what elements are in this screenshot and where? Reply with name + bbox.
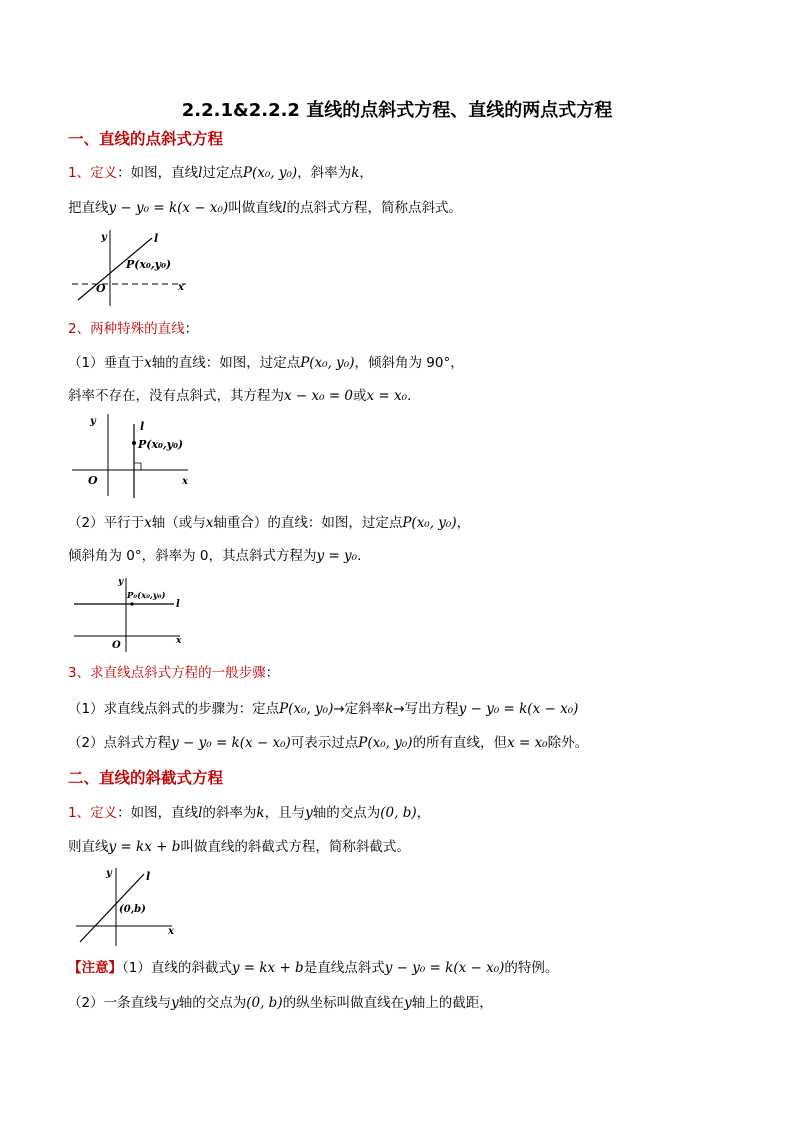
text: 叫做直线 [228,200,283,216]
math-equation: x − x₀ = 0 [284,388,354,404]
text: ： [184,321,199,337]
text: 斜率不存在，没有点斜式，其方程为 [68,388,284,404]
text: →定斜率 [333,701,386,717]
math-point: P(x₀, y₀) [402,515,457,531]
math-var: y [305,805,313,821]
text: 轴的直线：如图，过定点 [151,355,301,371]
origin-label: O [112,640,121,651]
axis-x-label: x [176,636,182,646]
text: 可表示过点 [290,735,359,751]
section-heading-2: 二、直线的斜截式方程 [68,769,224,787]
text: （2）平行于 [68,515,145,531]
math-point: P(x₀, y₀) [242,165,298,181]
text: 轴的交点为 [312,805,381,821]
math-equation: y − y₀ = k(x − x₀) [458,701,579,717]
math-point: (0, b) [246,995,283,1011]
math-var: k [351,165,360,181]
math-var: k [256,805,265,821]
line-label: l [146,870,151,883]
text: 叫做直线的斜截式方程，简称斜截式。 [180,839,410,855]
text: 的斜率为 [202,805,257,821]
math-point: P(x₀, y₀) [279,701,334,717]
steps-heading [68,662,279,684]
item-number: 1、 [68,165,91,181]
axis-x-label: x [182,476,188,487]
horizontal-line-text-2 [68,545,361,567]
item-number: 3、 [68,665,91,681]
note-line-1 [68,957,558,979]
vertical-line-text-2 [68,385,411,407]
slope-intercept-def-1 [68,802,430,824]
text: . [407,388,412,404]
axis-y-label: y [118,577,124,587]
note-line-2 [68,992,493,1014]
math-equation: x = x₀ [507,735,548,751]
text: 则直线 [68,839,109,855]
intercept-label: (0,b) [119,904,146,915]
text: 轴（或与 [151,515,206,531]
text: ，倾斜角为 90°， [354,355,464,371]
line-label: l [176,599,180,610]
math-point: P(x₀, y₀) [358,735,413,751]
definition-line-1 [68,162,373,184]
text: 把直线 [68,200,109,216]
text: ， [416,805,431,821]
item-label: 求直线点斜式方程的一般步骤 [90,665,266,681]
text: （2）点斜式方程 [68,735,172,751]
text: →写出方程 [393,701,459,717]
page-title: 2.2.1&2.2.2 直线的点斜式方程、直线的两点式方程 [181,100,613,121]
note-label: 【注意】 [68,960,122,976]
text: 的所有直线，但 [412,735,508,751]
item-label: 两种特殊的直线 [90,321,185,337]
text: . [357,548,362,564]
line-label: l [140,420,145,433]
text: ： [265,665,280,681]
math-equation: y = y₀ [316,548,358,564]
line-label: l [154,232,159,245]
horizontal-line-text-1 [68,512,470,534]
figure-horizontal-line [72,574,202,654]
text: 轴重合）的直线：如图，过定点 [213,515,403,531]
point-label: P(x₀,y₀) [138,438,184,451]
point-label: P₀(x₀,y₀) [127,591,166,601]
text: （1）垂直于 [68,355,145,371]
axis-y-label: y [90,416,96,427]
axis-y-label: y [101,232,107,243]
origin-label: O [96,282,106,295]
math-equation: y = kx + b [108,839,181,855]
text: 轴的交点为 [178,995,247,1011]
math-var: l [282,200,287,216]
axis-x-label: x [178,282,184,293]
text: 的点斜式方程，简称点斜式。 [286,200,463,216]
math-equation: x = x₀ [366,388,408,404]
math-equation: y − y₀ = k(x − x₀) [171,735,291,751]
math-equation: y − y₀ = k(x − x₀) [108,200,229,216]
definition-line-2 [68,197,462,219]
text: 倾斜角为 0°，斜率为 0，其点斜式方程为 [68,548,317,564]
math-var: k [385,701,394,717]
text: （1）求直线点斜式的步骤为：定点 [68,701,280,717]
math-var: x [205,515,214,531]
figure-point-slope [70,228,200,308]
math-var: l [198,165,203,181]
text: ， [456,515,471,531]
text: ：如图，直线 [117,165,199,181]
math-var: x [144,515,152,531]
text: ，且与 [264,805,306,821]
vertical-line-text-1 [68,352,464,374]
text: ，斜率为 [297,165,352,181]
text: ， [359,165,373,181]
item-number: 2、 [68,321,91,337]
point-label: P(x₀,y₀) [126,258,172,271]
text: （1）直线的斜截式 [122,960,232,976]
axis-x-label: x [168,926,174,937]
steps-text-1 [68,698,578,720]
math-point: (0, b) [380,805,417,821]
math-var: x [144,355,152,371]
text: 是直线点斜式 [303,960,385,976]
figure-vertical-line [72,410,202,500]
slope-intercept-def-2 [68,836,410,858]
text: （2）一条直线与 [68,995,172,1011]
math-var: l [198,805,203,821]
text: 轴上的截距， [411,995,493,1011]
text: 过定点 [202,165,243,181]
text: ：如图，直线 [117,805,199,821]
text: 除外。 [547,735,589,751]
text: 的特例。 [504,960,559,976]
figure-slope-intercept [74,864,194,948]
special-lines-heading [68,318,198,340]
axis-y-label: y [106,868,112,879]
item-label: 定义 [90,805,118,821]
math-equation: y − y₀ = k(x − x₀) [384,960,505,976]
steps-text-2 [68,732,588,754]
math-equation: y = kx + b [231,960,304,976]
math-point: P(x₀, y₀) [300,355,355,371]
math-var: y [404,995,412,1011]
item-label: 定义 [90,165,118,181]
text: 或 [353,388,367,404]
origin-label: O [88,474,98,487]
item-number: 1、 [68,805,91,821]
math-var: y [171,995,179,1011]
section-heading-1: 一、直线的点斜式方程 [68,130,224,148]
text: 的纵坐标叫做直线在 [282,995,405,1011]
